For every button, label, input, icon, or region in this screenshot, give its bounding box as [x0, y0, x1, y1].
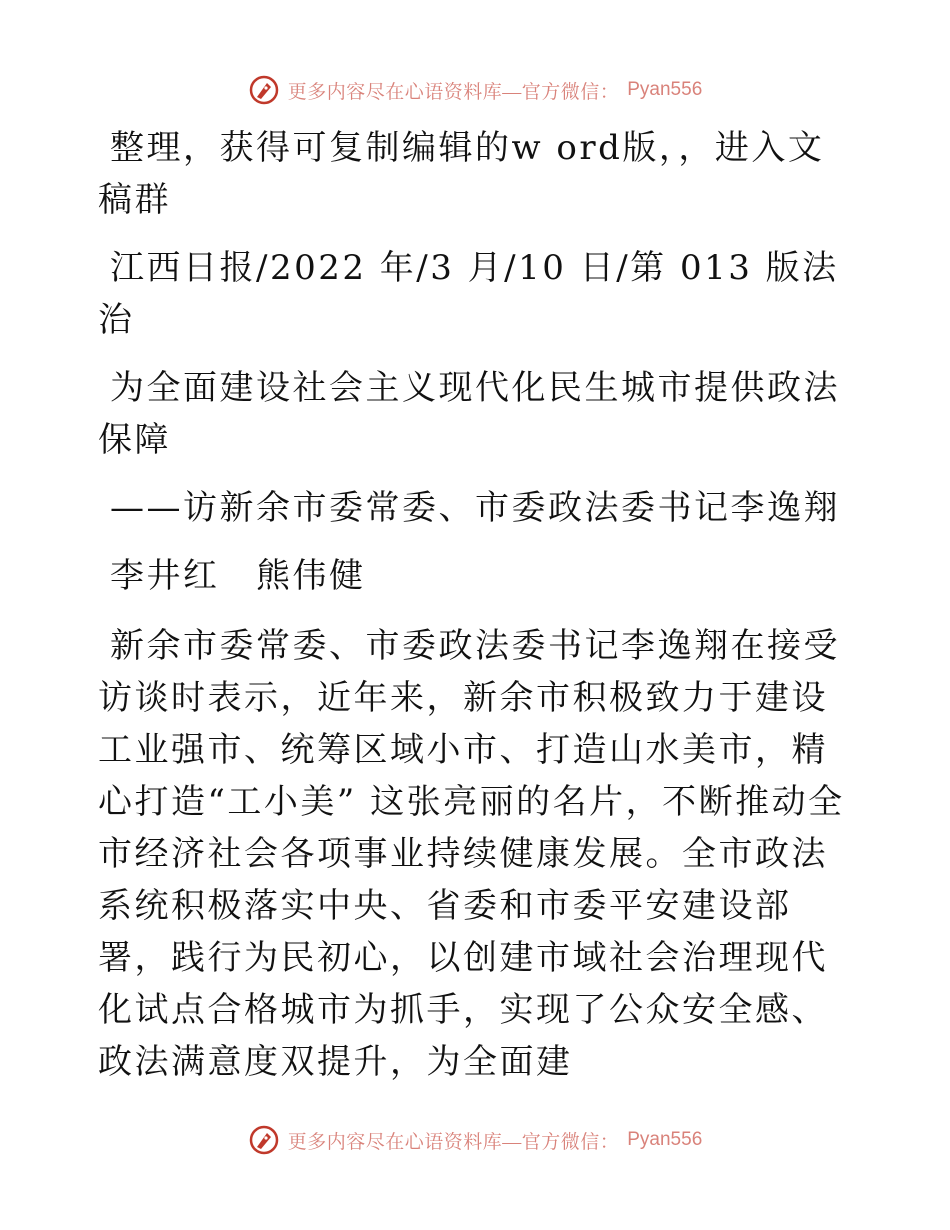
header-wechat-id: Pyan556: [627, 79, 703, 100]
article-subheadline: ——访新余市委常委、市委政法委书记李逸翔: [110, 488, 840, 528]
header-watermark-banner: [0, 70, 950, 110]
footer-wechat-id: Pyan556: [627, 1129, 703, 1150]
intro-line: 整理，获得可复制编辑的w ord版，，进入文稿群: [98, 128, 825, 220]
header-banner-text: 更多内容尽在心语资料库—官方微信：: [287, 81, 620, 103]
article-headline: 为全面建设社会主义现代化民生城市提供政法保障: [98, 368, 840, 460]
body-paragraph: 新余市委常委、市委政法委书记李逸翔在接受访谈时表示，近年来，新余市积极致力于建设工业强市、统筹区域小市、打造山水美市，精心打造“工小美” 这张亮丽的名片，不断推动全市经济社会各项事业持续健康发展。全市政法系统积极落实中央、省委和市委平安建设部署，践行为民初心，以创建市域社会治理现代化试点合格城市为抓手，实现了公众安全感、政法满意度双提升，为全面建: [98, 626, 845, 1082]
footer-banner-text: 更多内容尽在心语资料库—官方微信：: [287, 1131, 620, 1153]
article-authors: 李井红 熊伟健: [110, 556, 366, 596]
document-content: [98, 122, 858, 1088]
footer-watermark-banner: [0, 1120, 950, 1160]
pen-nib-logo-icon: [248, 1124, 280, 1156]
source-line: 江西日报/2022 年/3 月/10 日/第 013 版法治: [98, 248, 839, 340]
pen-nib-logo-icon: [248, 74, 280, 106]
